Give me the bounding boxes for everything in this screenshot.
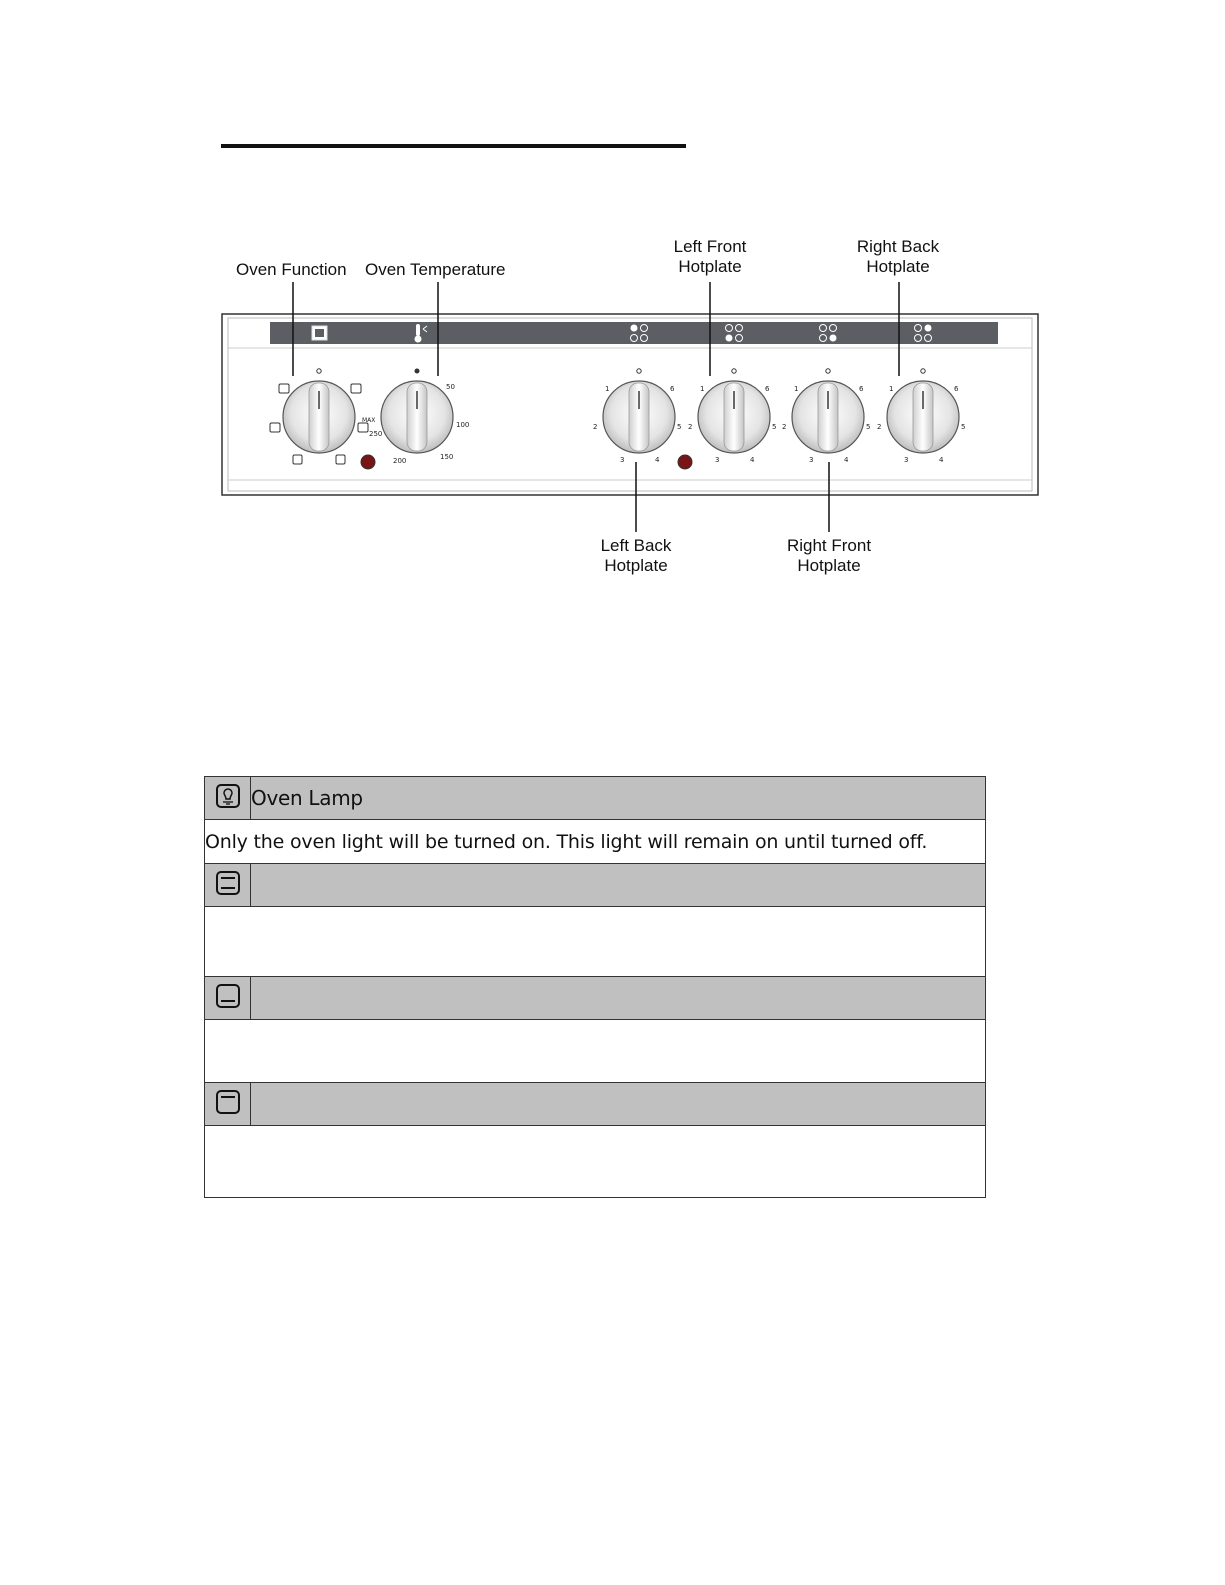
hotplate-scale-mark: 4 [939,456,944,464]
hotplate-scale-mark: 2 [593,423,598,431]
oven-indicator-lamp [361,455,375,469]
callout-oven-temperature: Oven Temperature [365,260,506,279]
hotplate-scale-mark: 5 [866,423,871,431]
hotplate-scale-mark: 6 [765,385,770,393]
top-heat-icon [215,1089,241,1115]
hotplate-scale-mark: 2 [877,423,882,431]
left-back-hotplate-knob[interactable] [603,381,675,453]
hotplate-scale-mark: 2 [688,423,693,431]
control-panel-diagram [0,0,1225,620]
callout-right-back-hotplate: Right Back Hotplate [856,237,940,276]
hotplate-scale-mark: 1 [605,385,610,393]
hotplate-scale-mark: 3 [620,456,625,464]
callout-left-front-hotplate: Left Front Hotplate [673,237,747,276]
hotplate-scale-mark: 6 [670,385,675,393]
hotplate-scale-mark: 5 [961,423,966,431]
hotplate-scale-mark: 5 [772,423,777,431]
hotplate-scale-mark: 3 [904,456,909,464]
function-title: Oven Lamp [251,777,986,820]
hotplate-scale-mark: 1 [794,385,799,393]
temp-mark-100: 100 [456,421,470,429]
oven-lamp-icon [215,783,241,809]
function-row-bottom-heat [205,977,986,1020]
function-description: Only the oven light will be turned on. This light will remain on until turned off. [205,820,986,864]
function-title [251,977,986,1020]
hotplate-scale-mark: 5 [677,423,682,431]
bottom-heat-icon [215,983,241,1009]
hotplate-scale-mark: 1 [889,385,894,393]
hotplate-scale-mark: 3 [809,456,814,464]
hotplate-scale-mark: 4 [844,456,849,464]
hotplate-scale-mark: 4 [750,456,755,464]
hotplate-scale-mark: 3 [715,456,720,464]
temp-mark-150: 150 [440,453,454,461]
callout-left-back-hotplate: Left Back Hotplate [600,536,672,575]
function-description [205,1020,986,1083]
callout-right-front-hotplate: Right Front Hotplate [786,536,872,575]
temp-mark-200: 200 [393,457,407,465]
right-front-hotplate-knob[interactable] [792,381,864,453]
function-title [251,864,986,907]
function-row-top-bottom-heat [205,864,986,907]
temp-mark-250: 250 [369,430,383,438]
hotplate-scale-mark: 1 [700,385,705,393]
temp-mark-50: 50 [446,383,455,391]
function-title [251,1083,986,1126]
right-back-hotplate-knob[interactable] [887,381,959,453]
function-description [205,1126,986,1198]
function-row-top-heat [205,1083,986,1126]
callout-oven-function: Oven Function [236,260,347,279]
oven-function-knob[interactable] [283,381,355,453]
temp-mark-max: MAX [362,417,376,424]
function-description [205,907,986,977]
hob-indicator-lamp [678,455,692,469]
hotplate-scale-mark: 4 [655,456,660,464]
hotplate-scale-mark: 6 [859,385,864,393]
top-bottom-heat-icon [215,870,241,896]
left-front-hotplate-knob[interactable] [698,381,770,453]
hotplate-scale-mark: 6 [954,385,959,393]
oven-temperature-knob[interactable] [381,381,453,453]
oven-function-table [204,776,986,1198]
function-row-oven-lamp [205,777,986,820]
hotplate-scale-mark: 2 [782,423,787,431]
